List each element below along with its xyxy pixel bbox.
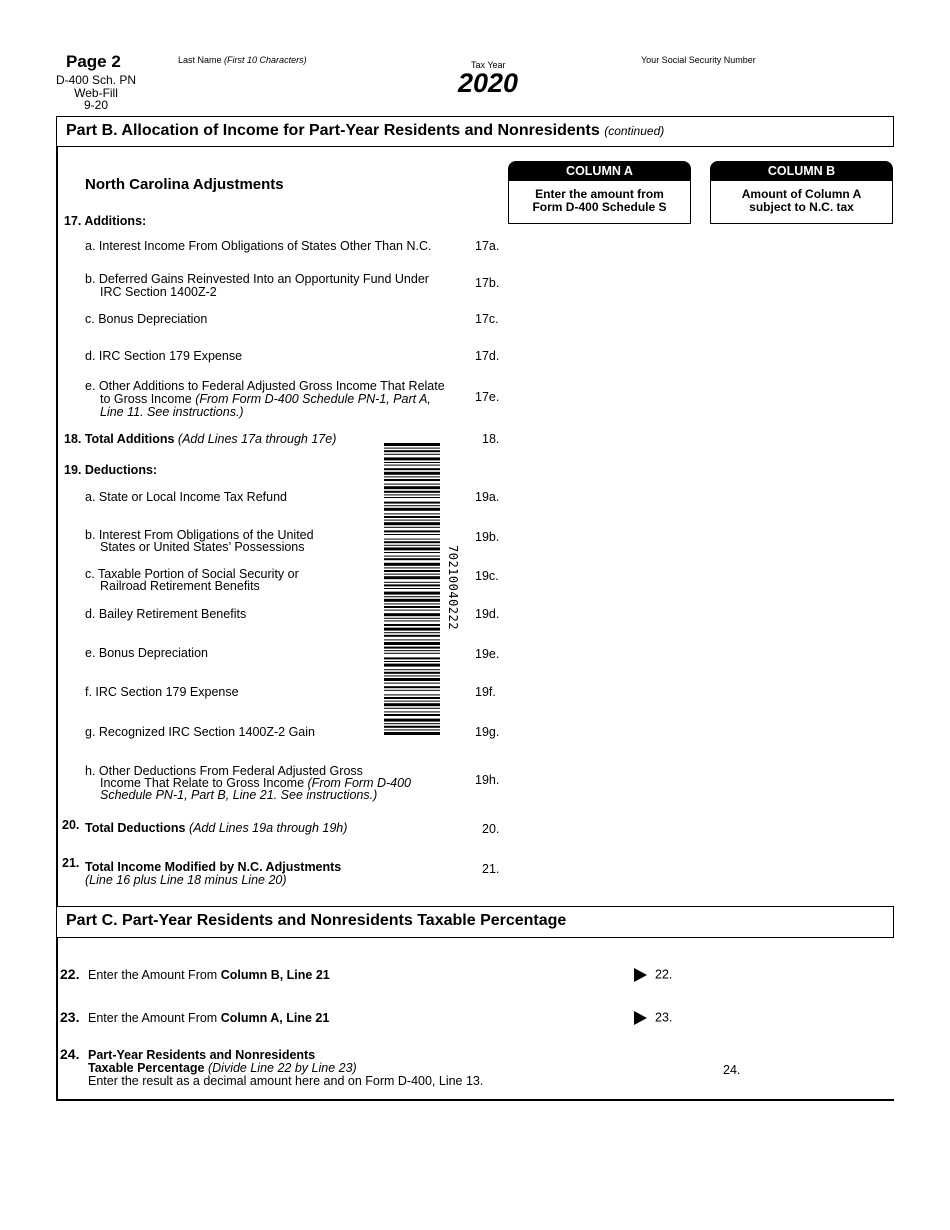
barcode-bar [384, 669, 440, 670]
barcode-bar [384, 534, 440, 535]
line-17b-number: 17b. [475, 276, 500, 290]
barcode-bar [384, 729, 440, 730]
barcode-bar [384, 530, 440, 532]
line-23-label [88, 1012, 329, 1025]
additions-heading: 17. Additions: [64, 214, 147, 228]
barcode-bar [384, 686, 440, 688]
barcode-bar [384, 497, 440, 498]
line-23-text: Enter the Amount From [88, 1011, 221, 1025]
line-22-marker [634, 968, 672, 982]
barcode-bar [384, 563, 440, 566]
line-18-number: 18. [482, 432, 500, 446]
barcode-bar [384, 606, 440, 608]
barcode-bar [384, 596, 440, 597]
line-17b-label: b. Deferred Gains Reinvested Into an Opportunity Fund Under [85, 272, 429, 286]
barcode-bar [384, 576, 440, 579]
barcode-bar [384, 476, 440, 477]
line-17d-number: 17d. [475, 349, 500, 363]
barcode-bar [384, 618, 440, 619]
line-19b-label-cont: States or United States’ Possessions [100, 540, 305, 554]
line-17b-label-cont: IRC Section 1400Z-2 [100, 285, 217, 299]
barcode-bar [384, 582, 440, 583]
line-17a-label: a. Interest Income From Obligations of States Other Than N.C. [85, 239, 432, 253]
line-19h-label: h. Other Deductions From Federal Adjusted Gross [85, 764, 363, 778]
column-a-title: COLUMN A [508, 161, 691, 181]
barcode-bar [384, 719, 440, 722]
line-20-numlabel: 20. [62, 818, 80, 832]
form-id-line: D-400 Sch. PN [55, 73, 137, 87]
line-24-label [88, 1062, 357, 1075]
column-a-description [508, 181, 691, 224]
barcode-bar [384, 635, 440, 637]
line-18-title: 18. Total Additions [64, 432, 175, 446]
barcode-bar [384, 465, 440, 466]
line-21-number: 21. [482, 862, 500, 876]
barcode-number: 70210040222 [446, 545, 460, 630]
barcode-bar [384, 457, 440, 460]
barcode-bar [384, 599, 440, 602]
line-17e-label: e. Other Additions to Federal Adjusted Gross Income That Relate [85, 379, 445, 393]
barcode [384, 443, 440, 737]
barcode-bar [384, 675, 440, 676]
barcode-bar [384, 491, 440, 493]
barcode-bar [384, 639, 440, 640]
barcode-bar [384, 613, 440, 616]
arrow-right-icon [634, 1011, 647, 1025]
barcode-bar [384, 547, 440, 550]
barcode-bar [384, 584, 440, 586]
form-left-border [56, 146, 58, 906]
barcode-bar [384, 520, 440, 521]
barcode-bar [384, 661, 440, 662]
barcode-bar [384, 494, 440, 495]
line-17e-number: 17e. [475, 390, 500, 404]
barcode-bar [384, 723, 440, 724]
tax-year-label: Tax Year [471, 60, 506, 70]
barcode-bar [384, 697, 440, 699]
barcode-bar [384, 690, 440, 691]
line-19b-number: 19b. [475, 530, 500, 544]
arrow-right-icon [634, 968, 647, 982]
barcode-bar [384, 527, 440, 528]
barcode-bar [384, 588, 440, 589]
line-20-label [85, 822, 347, 835]
barcode-bar [384, 678, 440, 681]
barcode-bar [384, 502, 440, 504]
line-19c-number: 19c. [475, 569, 499, 583]
line-17e-note: (From Form D-400 Schedule PN-1, Part A, [195, 392, 431, 406]
barcode-bar [384, 624, 440, 626]
part-b-title [66, 122, 664, 140]
line-19h-number: 19h. [475, 773, 500, 787]
barcode-bar [384, 703, 440, 706]
barcode-bar [384, 632, 440, 633]
barcode-bar [384, 450, 440, 452]
barcode-bar [384, 552, 440, 553]
barcode-bar [384, 472, 440, 475]
form-id-line: 9-20 [83, 98, 109, 112]
line-24-instruction: Enter the result as a decimal amount here and on Form D-400, Line 13. [88, 1074, 484, 1088]
line-24-title: Part-Year Residents and Nonresidents [88, 1048, 316, 1062]
part-c-header [56, 906, 894, 938]
barcode-bar [384, 516, 440, 518]
line-22-label [88, 969, 330, 982]
barcode-bar [384, 694, 440, 695]
line-19e-label: e. Bonus Depreciation [85, 646, 208, 660]
line-23-number: 23. [655, 1010, 673, 1025]
line-19g-number: 19g. [475, 725, 500, 739]
barcode-bar [384, 672, 440, 674]
column-b-line2: subject to N.C. tax [749, 200, 854, 214]
line-23-bold: Column A, Line 21 [220, 1011, 330, 1025]
line-17c-number: 17c. [475, 312, 499, 326]
part-b-continued: (continued) [604, 124, 665, 138]
barcode-bar [384, 653, 440, 654]
line-17e-note-cont: Line 11. See instructions.) [100, 405, 244, 419]
part-c-title: Part C. Part-Year Residents and Nonresidents Taxable Percentage [66, 912, 567, 929]
barcode-bar [384, 539, 440, 540]
barcode-bar [384, 443, 440, 446]
line-24-numlabel: 24. [60, 1046, 80, 1062]
line-19c-label-cont: Railroad Retirement Benefits [100, 579, 260, 593]
line-19d-label: d. Bailey Retirement Benefits [85, 607, 247, 621]
column-a-line2: Form D-400 Schedule S [532, 200, 667, 214]
line-19a-number: 19a. [475, 490, 500, 504]
barcode-bar [384, 726, 440, 728]
form-id-line: Web-Fill [74, 85, 118, 100]
part-b-title-text: Part B. Allocation of Income for Part-Year Residents and Nonresidents [66, 122, 600, 139]
part-c-left-border [56, 937, 58, 1100]
line-19a-label: a. State or Local Income Tax Refund [85, 490, 287, 504]
barcode-bar [384, 650, 440, 651]
column-b-description [710, 181, 893, 224]
line-20-number: 20. [482, 822, 500, 836]
barcode-bar [384, 567, 440, 568]
line-19h-note: (From Form D-400 [307, 776, 411, 790]
line-17a-number: 17a. [475, 239, 500, 253]
barcode-bar [384, 657, 440, 659]
barcode-bar [384, 462, 440, 463]
barcode-bar [384, 603, 440, 604]
barcode-bar [384, 505, 440, 506]
barcode-bar [384, 556, 440, 557]
line-24-number: 24. [723, 1063, 741, 1077]
barcode-bar [384, 708, 440, 709]
barcode-bar [384, 592, 440, 595]
barcode-bar [384, 541, 440, 543]
line-19d-number: 19d. [475, 607, 500, 621]
barcode-bar [384, 574, 440, 575]
line-22-number: 22. [655, 967, 673, 982]
line-19c-label: c. Taxable Portion of Social Security or [85, 567, 299, 581]
ssn-label: Your Social Security Number [641, 55, 756, 65]
barcode-bar [384, 664, 440, 667]
part-c-bottom-border [56, 1099, 894, 1101]
barcode-bar [384, 468, 440, 470]
tax-year: 2020 [458, 68, 519, 98]
line-19f-number: 19f. [475, 685, 496, 699]
page-number: Page 2 [66, 52, 121, 71]
barcode-bar [384, 513, 440, 514]
nc-adjustments-heading: North Carolina Adjustments [85, 176, 284, 193]
barcode-bar [384, 508, 440, 511]
line-24-label-bold: Taxable Percentage [88, 1061, 205, 1075]
form-id [52, 74, 140, 112]
line-20-note: (Add Lines 19a through 19h) [188, 821, 348, 835]
line-21-numlabel: 21. [62, 856, 80, 870]
barcode-bar [384, 642, 440, 645]
line-19g-label: g. Recognized IRC Section 1400Z-2 Gain [85, 725, 315, 739]
line-20-title: Total Deductions [85, 821, 186, 835]
line-17d-label: d. IRC Section 179 Expense [85, 349, 243, 363]
barcode-bar [384, 454, 440, 455]
line-24-note: (Divide Line 22 by Line 23) [207, 1061, 357, 1075]
barcode-bar [384, 610, 440, 611]
barcode-bar [384, 732, 440, 735]
barcode-bar [384, 558, 440, 560]
part-b-header [56, 116, 894, 147]
barcode-bar [384, 647, 440, 649]
column-b-title: COLUMN B [710, 161, 893, 181]
line-21-label: Total Income Modified by N.C. Adjustments [85, 860, 342, 874]
line-22-text: Enter the Amount From [88, 968, 221, 982]
barcode-bar [384, 522, 440, 525]
barcode-bar [384, 479, 440, 481]
line-17e-label-cont [100, 393, 431, 406]
line-19b-label: b. Interest From Obligations of the United [85, 528, 314, 542]
barcode-bar [384, 683, 440, 684]
line-23-numlabel: 23. [60, 1009, 80, 1025]
barcode-bar [384, 711, 440, 712]
barcode-bar [384, 545, 440, 546]
line-23-marker [634, 1011, 672, 1025]
line-18-label [64, 433, 336, 446]
line-17c-label: c. Bonus Depreciation [85, 312, 208, 326]
line-19e-number: 19e. [475, 647, 500, 661]
last-name-label [178, 55, 307, 65]
line-19f-label: f. IRC Section 179 Expense [85, 685, 239, 699]
line-22-numlabel: 22. [60, 966, 80, 982]
line-17e-text: to Gross Income [100, 392, 196, 406]
barcode-bar [384, 486, 440, 489]
barcode-bar [384, 628, 440, 631]
line-22-bold: Column B, Line 21 [220, 968, 330, 982]
barcode-bar [384, 484, 440, 485]
last-name-note: (First 10 Characters) [224, 55, 307, 65]
barcode-bar [384, 570, 440, 572]
line-18-note: (Add Lines 17a through 17e) [177, 432, 337, 446]
column-a-line1: Enter the amount from [535, 187, 664, 201]
deductions-heading: 19. Deductions: [64, 463, 158, 477]
line-19h-note-cont: Schedule PN-1, Part B, Line 21. See instructions.) [100, 788, 378, 802]
barcode-bar [384, 714, 440, 716]
barcode-bar [384, 448, 440, 449]
barcode-bar [384, 701, 440, 702]
barcode-bar [384, 620, 440, 621]
last-name-label-text: Last Name [178, 55, 222, 65]
column-b-line1: Amount of Column A [741, 187, 862, 201]
line-19h-text: Income That Relate to Gross Income [100, 776, 308, 790]
line-21-note: (Line 16 plus Line 18 minus Line 20) [85, 873, 287, 887]
